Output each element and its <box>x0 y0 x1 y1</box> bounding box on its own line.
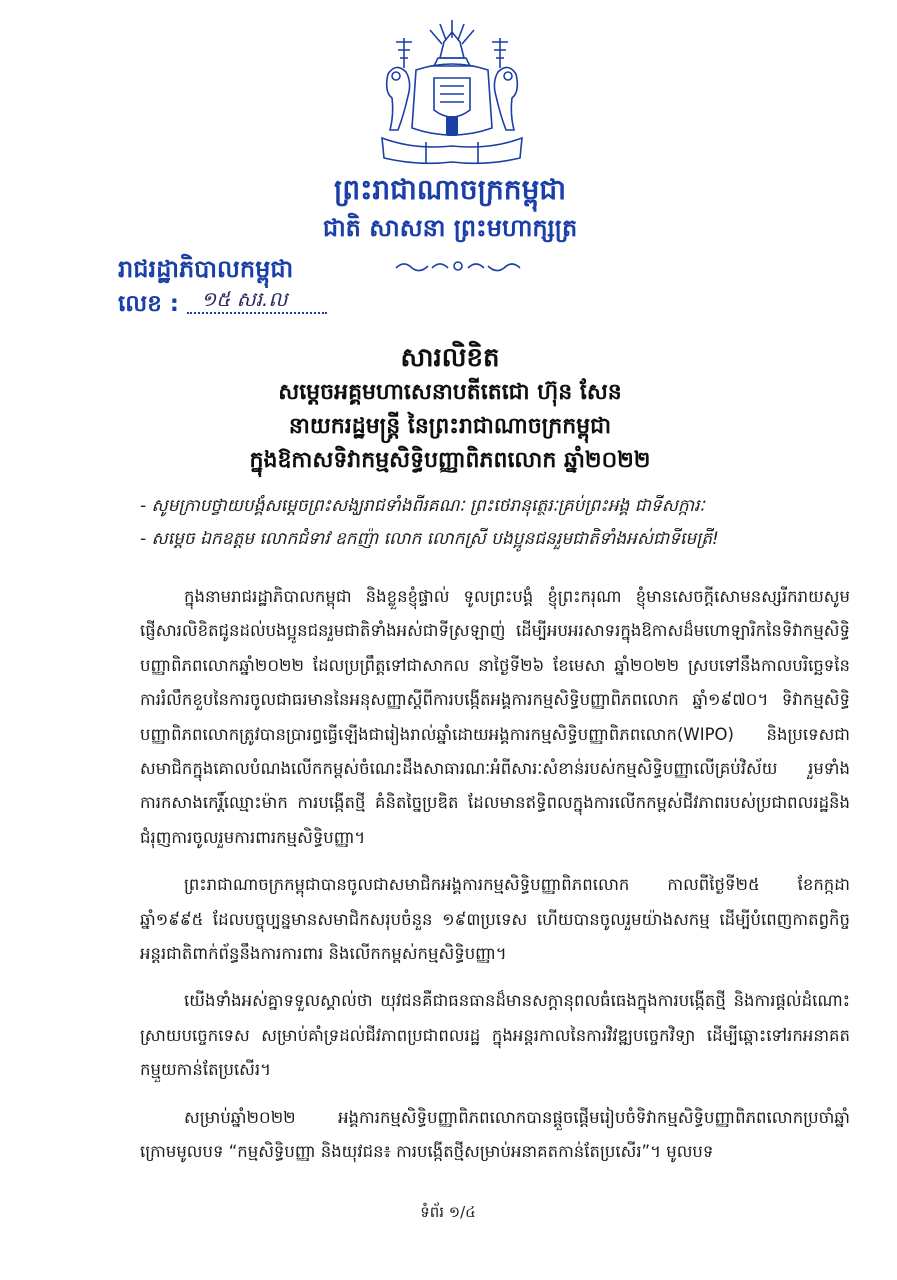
government-name: រាជរដ្ឋាភិបាលកម្ពុជា <box>118 255 294 283</box>
salutation-line: - សម្តេច ឯកឧត្តម លោកជំទាវ ឧកញ៉ា លោក លោកស្រី បងប្អូនជនរួមជាតិទាំងអស់ជាទីមេត្រី! <box>140 529 719 549</box>
title-line: នាយករដ្ឋមន្ត្រី នៃព្រះរាជាណាចក្រកម្ពុជា <box>288 414 612 439</box>
reference-label: លេខ : <box>118 290 180 317</box>
letter-body <box>140 580 850 1183</box>
title-line: សម្តេចអគ្គមហាសេនាបតីតេជោ ហ៊ុន សែន <box>278 380 622 405</box>
salutation-line: - សូមក្រាបថ្វាយបង្គំសម្តេចព្រះសង្ឃរាជទាំងពីរគណៈ ព្រះថេរានុត្ថេរៈគ្រប់ព្រះអង្គ ជាទីសក្ការៈ <box>140 496 705 516</box>
letter-title-block <box>100 340 800 478</box>
body-paragraph: ព្រះរាជាណាចក្រកម្ពុជាបានចូលជាសមាជិកអង្គការកម្មសិទ្ធិបញ្ញាពិភពលោក កាលពីថ្ងៃទី២៥ ខែកក្កដា ឆ្នាំ១៩៩៥ ដែលបច្ចុប្បន្នមានសមាជិកសរុបចំនួន ១៩៣ប្រទេស ហើយបានចូលរួមយ៉ាងសកម្ម ដើម្បីបំពេញកាតព្វកិច្ចអន្តរជាតិពាក់ព័ន្ធនឹងការការពារ និងលើកកម្ពស់កម្មសិទ្ធិបញ្ញា។ <box>140 875 850 964</box>
letter-title: សារលិខិត <box>400 343 500 373</box>
royal-arms-icon <box>374 18 530 168</box>
reference-dotted-line <box>187 287 327 314</box>
title-line: ក្នុងឱកាសទិវាកម្មសិទ្ធិបញ្ញាពិភពលោក ឆ្នាំ២០២២ <box>249 448 651 473</box>
body-paragraph: ក្នុងនាមរាជរដ្ឋាភិបាលកម្ពុជា និងខ្លួនខ្ញុំផ្ទាល់ ទូលព្រះបង្គំ ខ្ញុំព្រះករុណា ខ្ញុំមានសេចក្តីសោមនស្សរីករាយសូមផ្ញើសារលិខិតជូនដល់បងប្អូនជនរួមជាតិទាំងអស់ជាទីស្រឡាញ់ ដើម្បីអបអរសាទរក្នុងឱកាសដ៏មហោឡារិកនៃទិវាកម្មសិទ្ធិបញ្ញាពិភពលោកឆ្នាំ២០២២ ដែលប្រព្រឹត្តទៅជាសាកល នាថ្ងៃទី២៦ ខែមេសា ឆ្នាំ២០២២ ស្របទៅនឹងកាលបរិច្ឆេទនៃការរំលឹកខួបនៃការចូលជាធរមាននៃអនុសញ្ញាស្តីពីការបង្កើតអង្គការកម្មសិទ្ធិបញ្ញាពិភពលោក ឆ្នាំ១៩៧០។ ទិវាកម្មសិទ្ធិបញ្ញាពិភពលោកត្រូវបានប្រារព្ធធ្វើឡើងជារៀងរាល់ឆ្នាំដោយអង្គការកម្មសិទ្ធិបញ្ញាពិភពលោក(WIPO) និងប្រទេសជាសមាជិកក្នុងគោលបំណងលើកកម្ពស់ចំណេះដឹងសាធារណៈអំពីសារៈសំខាន់របស់កម្មសិទ្ធិបញ្ញាលើគ្រប់វិស័យ រួមទាំង ការកសាងកេរ្តិ៍ឈ្មោះម៉ាក ការបង្កើតថ្មី គំនិតច្នៃប្រឌិត ដែលមានឥទ្ធិពលក្នុងការលើកកម្ពស់ជីវភាពរបស់ប្រជាពលរដ្ឋនិងជំរុញការចូលរួមការពារកម្មសិទ្ធិបញ្ញា។ <box>140 587 850 847</box>
salutations <box>140 490 840 556</box>
ornamental-flourish-icon <box>392 256 524 276</box>
page-number: ទំព័រ ១/៤ <box>420 1203 476 1221</box>
kingdom-name: ព្រះរាជាណាចក្រកម្ពុជា <box>333 173 566 206</box>
body-paragraph: សម្រាប់ឆ្នាំ២០២២ អង្គការកម្មសិទ្ធិបញ្ញាពិភពលោកបានផ្តួចផ្តើមរៀបចំទិវាកម្មសិទ្ធិបញ្ញាពិភពលោកប្រចាំឆ្នាំ ក្រោមមូលបទ “កម្មសិទ្ធិបញ្ញា និងយុវជន៖ ការបង្កើតថ្មីសម្រាប់អនាគតកាន់តែប្រសើរ”។ មូលបទ <box>140 1107 850 1162</box>
reference-number <box>118 287 327 321</box>
national-motto: ជាតិ សាសនា ព្រះមហាក្សត្រ <box>322 214 578 242</box>
body-paragraph: យើងទាំងអស់គ្នាទទួលស្គាល់ថា យុវជនគឺជាធនធានដ៏មានសក្តានុពលធំធេងក្នុងការបង្កើតថ្មី និងការផ្តល់ដំណោះស្រាយបច្ចេកទេស សម្រាប់គាំទ្រដល់ជីវភាពប្រជាពលរដ្ឋ ក្នុងអន្តរកាលនៃការវិវឌ្ឍបច្ចេកវិទ្យា ដើម្បីឆ្ពោះទៅរកអនាគតកម្មួយកាន់តែប្រសើរ។ <box>140 991 850 1080</box>
reference-value: ១៥ សរ.ល <box>201 287 288 311</box>
